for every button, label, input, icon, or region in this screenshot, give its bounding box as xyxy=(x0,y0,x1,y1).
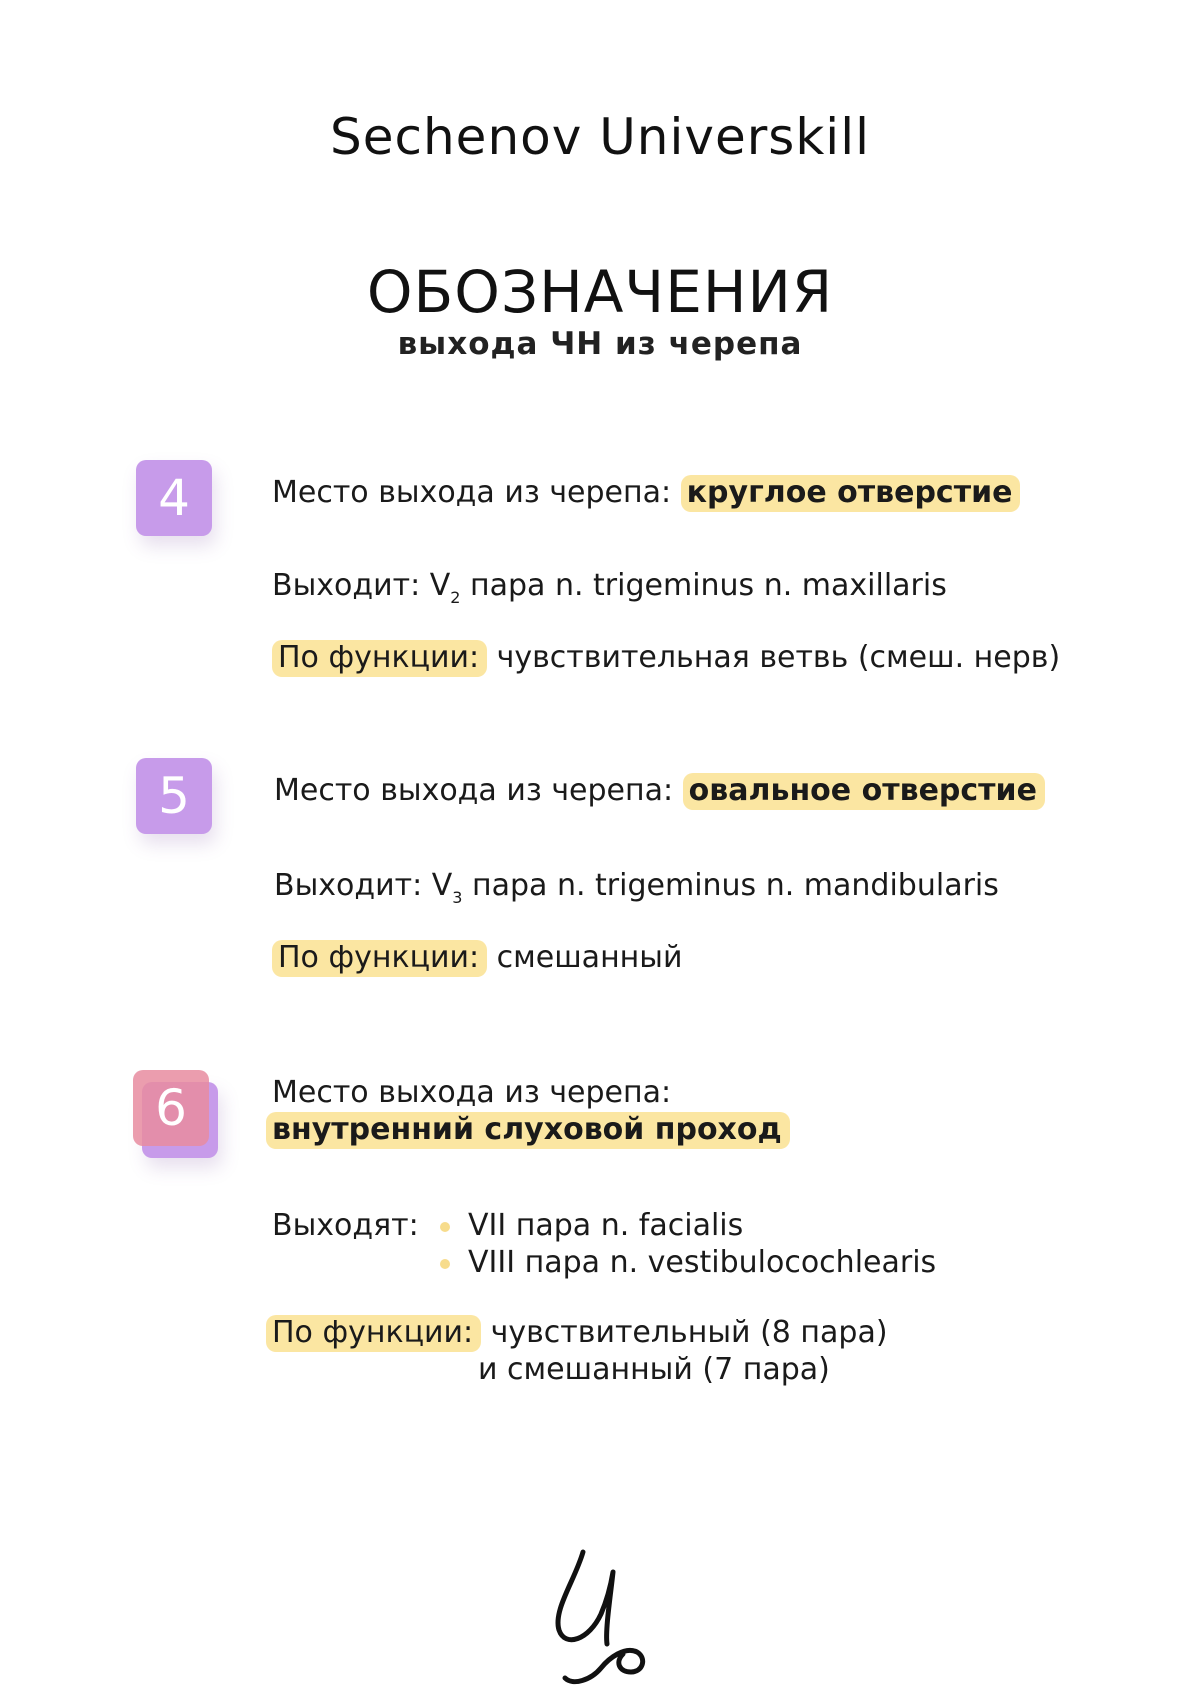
function-line-6 xyxy=(266,1315,888,1350)
nerve-name: VII пара n. facialis xyxy=(468,1208,744,1243)
function-line-5 xyxy=(272,940,682,975)
nerve-subscript: 3 xyxy=(452,888,463,907)
exit-place-value: овальное отверстие xyxy=(683,773,1045,810)
exit-place-line-6 xyxy=(266,1112,790,1147)
page-subtitle: выхода ЧН из черепа xyxy=(397,326,803,362)
function-value: смешанный xyxy=(487,940,683,975)
badge-front-square: 6 xyxy=(133,1070,209,1146)
nerve-subscript: 2 xyxy=(450,588,461,607)
nerve-list-item xyxy=(440,1208,743,1243)
number-badge-4: 4 xyxy=(136,460,212,536)
number-badge-5: 5 xyxy=(136,758,212,834)
function-value: чувствительный (8 пара) xyxy=(481,1315,888,1350)
function-line-4 xyxy=(272,640,1060,675)
us-logo-icon xyxy=(545,1540,665,1690)
page-title: ОБОЗНАЧЕНИЯ xyxy=(366,258,834,326)
function-line-6-continued: и смешанный (7 пара) xyxy=(478,1352,830,1387)
nerves-label-6: Выходят: xyxy=(272,1208,419,1243)
bullet-dot-icon xyxy=(440,1259,450,1269)
exit-place-label: Место выхода из черепа: xyxy=(272,475,672,510)
exit-place-label-6: Место выхода из черепа: xyxy=(272,1075,672,1110)
bullet-dot-icon xyxy=(440,1222,450,1232)
function-label: По функции: xyxy=(266,1315,481,1352)
nerve-name: пара n. trigeminus n. mandibularis xyxy=(462,868,999,903)
nerve-list-item xyxy=(440,1245,936,1280)
exit-place-label: Место выхода из черепа: xyxy=(274,773,674,808)
function-label: По функции: xyxy=(272,940,487,977)
brand-name: Sechenov Universkill xyxy=(330,108,870,166)
exit-place-value: круглое отверстие xyxy=(681,475,1021,512)
nerve-prefix: Выходит: V xyxy=(272,568,451,603)
nerve-line-4 xyxy=(272,568,947,607)
nerve-line-5 xyxy=(274,868,999,907)
nerve-prefix: Выходит: V xyxy=(274,868,453,903)
exit-place-line-5 xyxy=(274,773,1045,808)
function-label: По функции: xyxy=(272,640,487,677)
exit-place-line-4 xyxy=(272,475,1020,510)
function-value: чувствительная ветвь (смеш. нерв) xyxy=(487,640,1061,675)
nerve-name: пара n. trigeminus n. maxillaris xyxy=(460,568,947,603)
exit-place-value: внутренний слуховой проход xyxy=(266,1112,790,1149)
nerve-name: VIII пара n. vestibulocochlearis xyxy=(468,1245,937,1280)
